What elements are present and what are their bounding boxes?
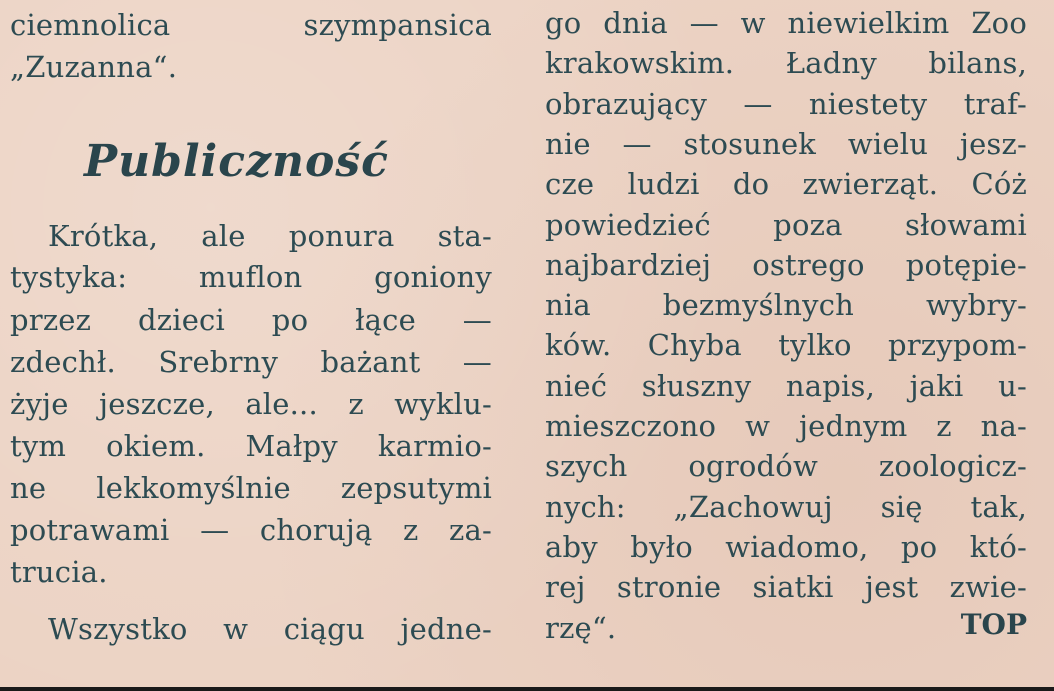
text-line: tym okiem. Małpy karmio-: [10, 429, 492, 463]
author-signature: TOP: [960, 608, 1027, 641]
text-line: powiedzieć poza słowami: [545, 207, 1027, 242]
text-line: Wszystko w ciągu jedne-: [48, 612, 492, 646]
text-line: rej stronie siatki jest zwie-: [545, 570, 1027, 605]
bottom-rule: [0, 687, 1054, 691]
text-line: szych ogrodów zoologicz-: [545, 449, 1027, 484]
text-line: najbardziej ostrego potępie-: [545, 247, 1027, 282]
text-line: cze ludzi do zwierząt. Cóż: [545, 167, 1027, 202]
text-line: żyje jeszcze, ale... z wyklu-: [10, 387, 492, 421]
text-line: nia bezmyślnych wybry-: [545, 288, 1027, 323]
text-line: rzę“.: [545, 610, 617, 645]
text-line: ne lekkomyślnie zepsutymi: [10, 471, 492, 505]
section-heading: Publiczność: [84, 136, 389, 187]
text-line: ków. Chyba tylko przypom-: [545, 328, 1027, 363]
text-line: zdechł. Srebrny bażant —: [10, 345, 492, 379]
text-line: tystyka: muflon goniony: [10, 260, 492, 294]
text-line: potrawami — chorują z za-: [10, 513, 492, 547]
text-line: obrazujący — niestety traf-: [545, 86, 1027, 121]
text-line: nie — stosunek wielu jesz-: [545, 126, 1027, 161]
text-line: przez dzieci po łące —: [10, 303, 492, 337]
text-line: Krótka, ale ponura sta-: [48, 219, 492, 253]
text-line: nieć słuszny napis, jaki u-: [545, 368, 1027, 403]
text-line: go dnia — w niewielkim Zoo: [545, 6, 1027, 40]
text-line: aby było wiadomo, po któ-: [545, 529, 1027, 564]
text-line: trucia.: [10, 555, 108, 589]
text-line: nych: „Zachowuj się tak,: [545, 489, 1027, 524]
text-line: krakowskim. Ładny bilans,: [545, 46, 1027, 81]
text-line: ciemnolica szympansica: [10, 8, 492, 42]
text-line: „Zuzanna“.: [10, 50, 178, 84]
text-line: mieszczono w jednym z na-: [545, 409, 1027, 443]
